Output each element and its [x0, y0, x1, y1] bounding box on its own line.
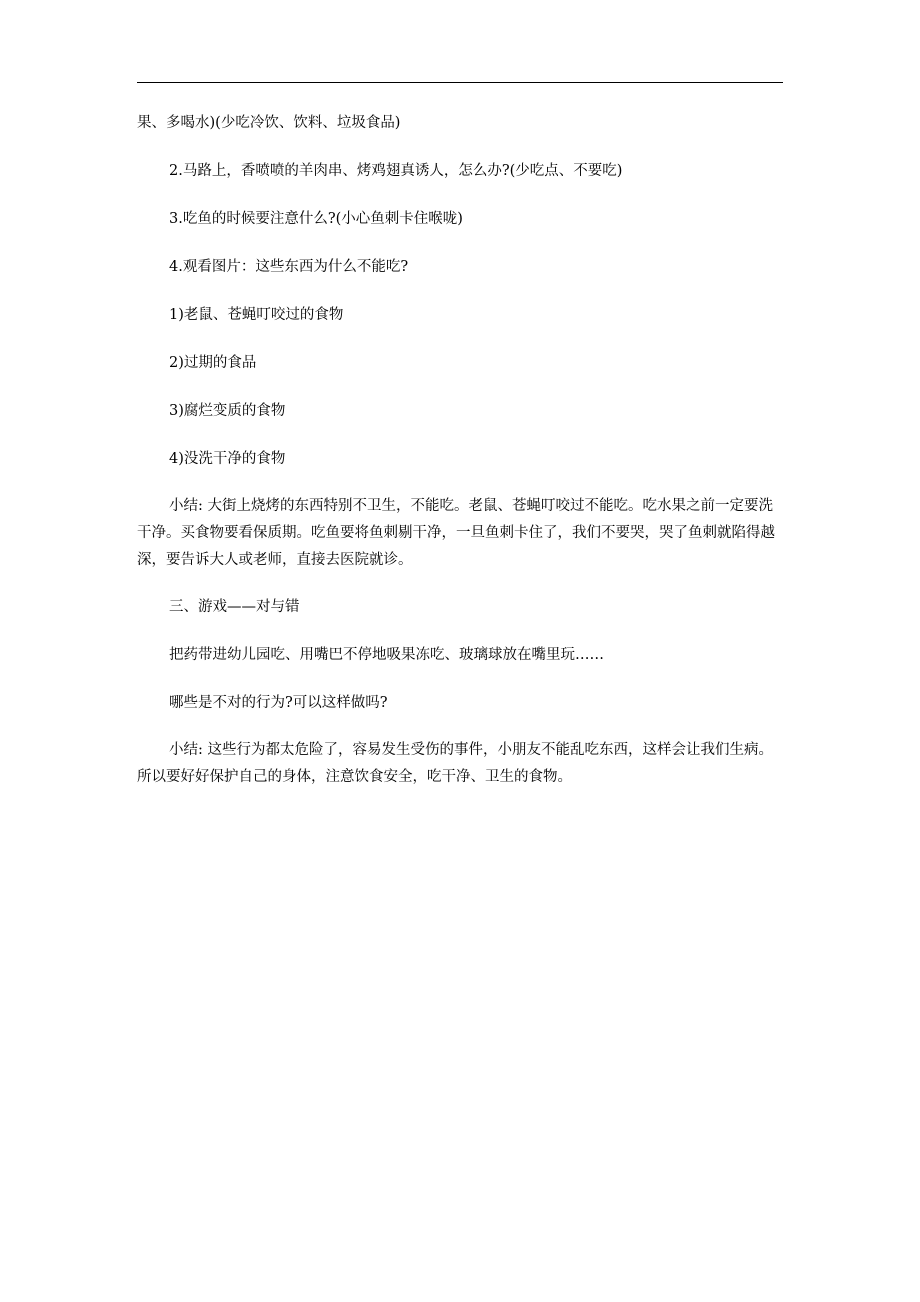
paragraph-question-4: 4.观看图片：这些东西为什么不能吃?	[169, 259, 409, 275]
summary-paragraph-2: 小结: 这些行为都太危险了，容易发生受伤的事件，小朋友不能乱吃东西，这样会让我们生病。所以要好好保护自己的身体，注意饮食安全，吃干净、卫生的食物。	[137, 742, 773, 785]
paragraph-question-3: 3.吃鱼的时候要注意什么?(小心鱼刺卡住喉咙)	[169, 211, 463, 227]
header-rule	[137, 82, 783, 83]
summary-paragraph-1: 小结: 大街上烧烤的东西特别不卫生，不能吃。老鼠、苍蝇叮咬过不能吃。吃水果之前一定要洗干净。买食物要看保质期。吃鱼要将鱼刺剔干净，一旦鱼刺卡住了，我们不要哭，哭了鱼刺就陷得越深，要告诉大人或老师，直接去医院就诊。	[137, 498, 775, 568]
document-body	[137, 110, 787, 791]
section-heading-game: 三、游戏——对与错	[169, 599, 300, 615]
paragraph-behaviors: 把药带进幼儿园吃、用嘴巴不停地吸果冻吃、玻璃球放在嘴里玩……	[169, 647, 604, 663]
paragraph-question-2: 2.马路上，香喷喷的羊肉串、烤鸡翅真诱人，怎么办?(少吃点、不要吃)	[169, 163, 623, 179]
list-item-2: 2)过期的食品	[169, 355, 257, 371]
paragraph-question-behaviors: 哪些是不对的行为?可以这样做吗?	[169, 695, 388, 711]
list-item-3: 3)腐烂变质的食物	[169, 403, 286, 419]
list-item-1: 1)老鼠、苍蝇叮咬过的食物	[169, 307, 344, 323]
paragraph-continuation: 果、多喝水)(少吃冷饮、饮料、垃圾食品)	[137, 115, 401, 131]
list-item-4: 4)没洗干净的食物	[169, 451, 286, 467]
